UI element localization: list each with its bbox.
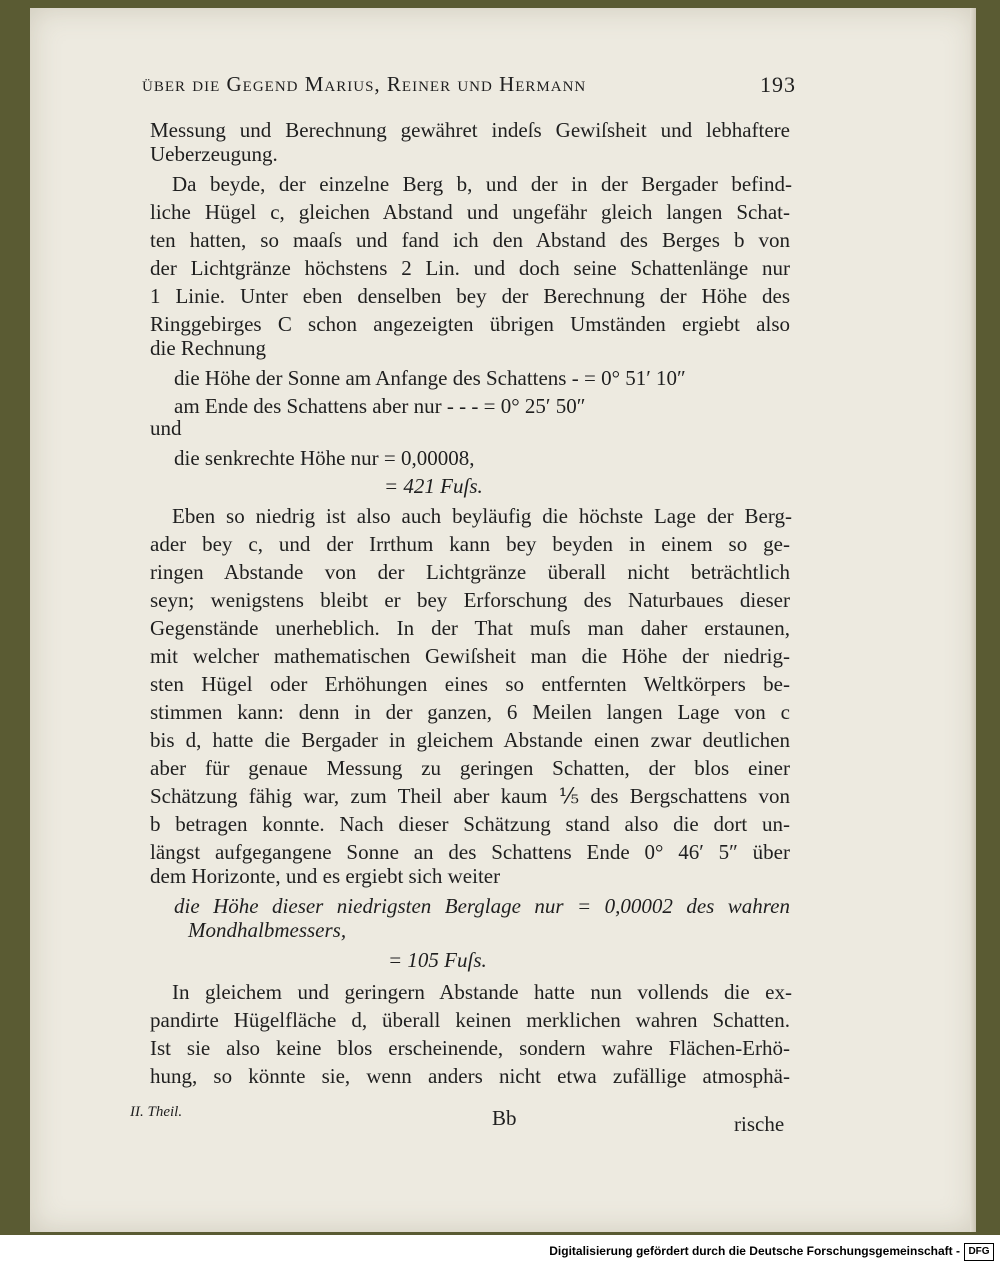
text-line: Schätzung fähig war, zum Theil aber kaum ⅕ des Bergschattens von — [150, 784, 790, 808]
formula-line: Mondhalbmessers, — [188, 918, 347, 942]
text-line: stimmen kann: denn in der ganzen, 6 Meilen langen Lage von c — [150, 700, 790, 724]
header-title: über die Gegend Marius, Reiner und Hermann — [142, 72, 587, 96]
formula-result: = 421 Fuſs. — [384, 474, 483, 498]
signature-mark: II. Theil. — [130, 1104, 183, 1120]
text-line: hung, so könnte sie, wenn anders nicht etwa zufällige atmosphä- — [150, 1064, 790, 1088]
text-line: Gegenstände unerheblich. In der That muſs man daher erstaunen, — [150, 616, 790, 640]
text-line: sten Hügel oder Erhöhungen eines so entfernten Weltkörpers be- — [150, 672, 790, 696]
digitization-banner — [0, 1235, 1000, 1268]
text-line: die Rechnung — [150, 336, 267, 360]
page-number: 193 — [760, 72, 796, 97]
text-line: ringen Abstande von der Lichtgränze überall nicht beträchtlich — [150, 560, 790, 584]
banner-text: Digitalisierung gefördert durch die Deutsche Forschungsgemeinschaft - — [549, 1244, 960, 1258]
text-line: Eben so niedrig ist also auch beyläufig die höchste Lage der Berg- — [172, 504, 792, 528]
text-line: Da beyde, der einzelne Berg b, und der in der Bergader befind- — [172, 172, 792, 196]
formula-line: die senkrechte Höhe nur = 0,00008, — [174, 446, 475, 470]
text-line: b betragen konnte. Nach dieser Schätzung stand also die dort un- — [150, 812, 790, 836]
sheet-mark: Bb — [492, 1106, 517, 1130]
text-line: Messung und Berechnung gewähret indeſs Gewiſsheit und lebhaftere — [150, 118, 790, 142]
formula-line: die Höhe dieser niedrigsten Berglage nur = 0,00002 des wahren — [174, 894, 790, 918]
text-line: der Lichtgränze höchstens 2 Lin. und doch seine Schattenlänge nur — [150, 256, 790, 280]
text-line: In gleichem und geringern Abstande hatte nun vollends die ex- — [172, 980, 792, 1004]
text-line: längst aufgegangene Sonne an des Schattens Ende 0° 46′ 5″ über — [150, 840, 790, 864]
text-line: liche Hügel c, gleichen Abstand und ungefähr gleich langen Schat- — [150, 200, 790, 224]
text-line: aber für genaue Messung zu geringen Schatten, der blos einer — [150, 756, 790, 780]
formula-result: = 105 Fuſs. — [388, 948, 487, 972]
formula-line: die Höhe der Sonne am Anfange des Schattens - = 0° 51′ 10″ — [174, 366, 686, 390]
text-line: dem Horizonte, und es ergiebt sich weiter — [150, 864, 501, 888]
text-line: mit welcher mathematischen Gewiſsheit man die Höhe der niedrig- — [150, 644, 790, 668]
running-header — [142, 72, 796, 97]
page-edge — [970, 8, 976, 1232]
text-line: Ueberzeugung. — [150, 142, 278, 166]
text-line: 1 Linie. Unter eben denselben bey der Berechnung der Höhe des — [150, 284, 790, 308]
text-line: pandirte Hügelfläche d, überall keinen merklichen wahren Schatten. — [150, 1008, 790, 1032]
text-line: bis d, hatte die Bergader in gleichem Abstande einen zwar deutlichen — [150, 728, 790, 752]
text-line: ten hatten, so maaſs und fand ich den Abstand des Berges b von — [150, 228, 790, 252]
text-line: Ringgebirges C schon angezeigten übrigen Umständen ergiebt also — [150, 312, 790, 336]
text-line: Ist sie also keine blos erscheinende, sondern wahre Flächen-Erhö- — [150, 1036, 790, 1060]
dfg-logo: DFG — [964, 1243, 994, 1261]
catchword: rische — [734, 1112, 785, 1136]
text-line: seyn; wenigstens bleibt er bey Erforschung des Naturbaues dieser — [150, 588, 790, 612]
text-line: und — [150, 416, 182, 440]
text-line: ader bey c, und der Irrthum kann bey beyden in einem so ge- — [150, 532, 790, 556]
formula-line: am Ende des Schattens aber nur - - - = 0° 25′ 50″ — [174, 394, 586, 418]
